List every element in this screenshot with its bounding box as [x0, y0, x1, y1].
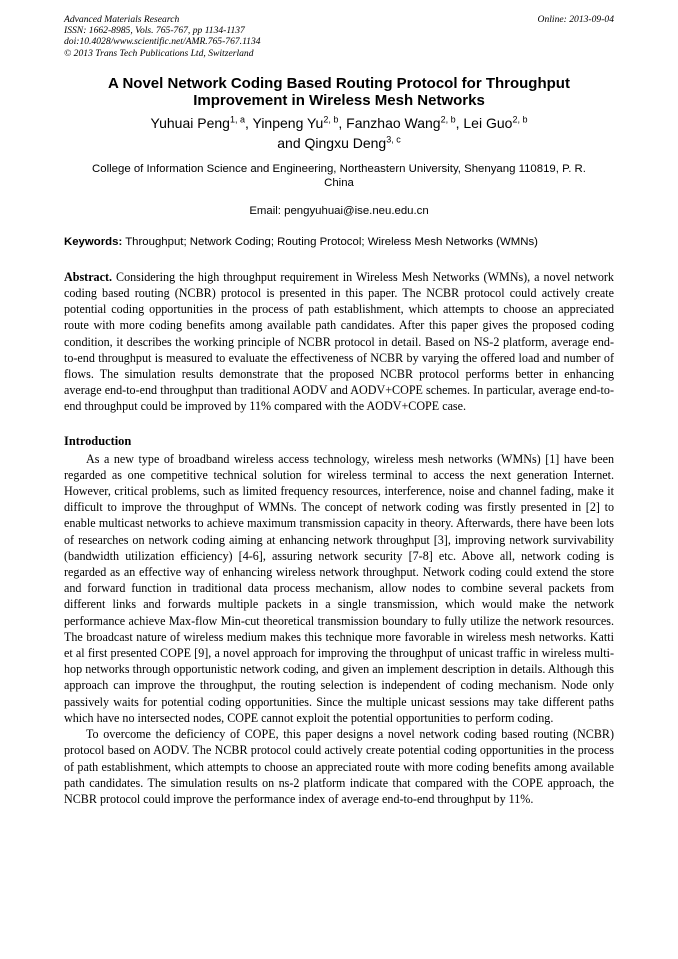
abstract: [64, 269, 614, 415]
introduction-paragraph-2: To overcome the deficiency of COPE, this paper designs a novel network coding based routing (NCBR) protocol based on AODV. The NCBR protocol could actively create potential coding opportunities in the process of path establishment, which attempts to choose an appreciated route with more coding benefits among available path candidates. The simulation results on ns-2 platform indicate that compared with the COPE approach, the NCBR protocol could improve the performance index of average end-to-end throughput by 11%.: [64, 727, 614, 806]
title-line-2: Improvement in Wireless Mesh Networks: [193, 92, 485, 110]
affiliation-line-1: College of Information Science and Engineering, Northeastern University, Shenyang 110819, P. R.: [92, 162, 586, 175]
author-affiliation-mark: 3, c: [386, 134, 401, 145]
author-name: Yuhuai Peng: [150, 114, 230, 131]
author-affiliation-mark: 2, b: [512, 114, 528, 125]
author-list: Yuhuai Peng$^{1, a}$, Yinpeng Yu$^{2, b}$, Fanzhao Wang$^{2, b}$, Lei Guo$^{2, b}$ and Qingxu Deng$^{3, c}$: [150, 114, 528, 152]
journal-name: Advanced Materials Research: [64, 14, 180, 25]
keywords-label: Keywords:: [64, 236, 123, 249]
abstract-label: Abstract.: [64, 269, 113, 284]
affiliation: [64, 162, 614, 191]
affiliation-line-2: China: [324, 177, 354, 190]
author-affiliation-mark: 2, b: [323, 114, 339, 125]
title-line-1: A Novel Network Coding Based Routing Protocol for Throughput: [108, 74, 570, 92]
doi-line: doi:10.4028/www.scientific.net/AMR.765-767.1134: [64, 36, 261, 48]
journal-header: [64, 14, 614, 59]
online-date: Online: 2013-09-04: [537, 14, 614, 25]
author-affiliation-mark: 2, b: [440, 114, 456, 125]
author-name: Yinpeng Yu: [252, 114, 324, 131]
author-name: Fanzhao Wang: [346, 114, 441, 131]
abstract-text: Considering the high throughput requirement in Wireless Mesh Networks (WMNs), a novel network coding based routing (NCBR) protocol is presented in this paper. The NCBR protocol could actively create potential coding opportunities in the process of path establishment, which attempts to choose an appreciated route with more coding benefits among available path candidates. After this paper gives the proposed coding condition, it describes the working principle of NCBR protocol in detail. Based on NS-2 platform, average end-to-end throughput is measured to evaluate the effectiveness of NCBR by varying the offered load and number of flows. The simulation results demonstrate that the proposed NCBR protocol performs better in enhancing average end-to-end throughput than traditional AODV and AODV+COPE schemes. In particular, average end-to-end throughput could be improved by 11% compared with the AODV+COPE case.: [64, 269, 614, 414]
keywords-text: Throughput; Network Coding; Routing Protocol; Wireless Mesh Networks (WMNs): [125, 236, 538, 249]
author-name: Lei Guo: [463, 114, 513, 131]
paper-title: [64, 75, 614, 110]
introduction-paragraph-1: As a new type of broadband wireless access technology, wireless mesh networks (WMNs) [1] have been regarded as one competitive technical solution for wireless terminal to access the next generation Internet. However, critical problems, such as limited frequency resources, interference, noise and channel fading, make it difficult to improve the throughput of WMNs. The concept of network coding was firstly presented in [2] to enable multicast networks to achieve maximum transmission capacity in theory. Afterwards, there have been lots of researches on network coding aiming at enhancing network throughput [3], improving network survivability (bandwidth utilization efficiency) [4-6], assuring network security [7-8] etc. Above all, network coding is regarded as an effective way of enhancing wireless network throughput. Network coding could extend the store and forward function in traditional data process mechanism, allow nodes to combine several packets from different links and forwards multiple packets in a single transmission, which would make the network performance achieve Max-flow Min-cut theoretical transmission boundary to fully utilize the network resources. The broadcast nature of wireless medium makes this technique more favorable in wireless mesh networks. Katti et al first presented COPE [9], a novel approach for improving the throughput of unicast traffic in wireless multi-hop networks through opportunistic network coding, and given an implement description in details. Although this approach can improve the throughput, the routing selection is independent of coding mechanism. Node only passively waits for potential coding opportunities. Since the multiple unicast sessions may take different paths which have no intersected nodes, COPE cannot exploit the potential opportunities to perform coding.: [64, 451, 614, 725]
author-affiliation-mark: 1, a: [229, 114, 245, 125]
author-email: Email: pengyuhuai@ise.neu.edu.cn: [249, 204, 429, 217]
copyright-line: © 2013 Trans Tech Publications Ltd, Switzerland: [64, 47, 254, 59]
section-heading-introduction: Introduction: [64, 433, 132, 448]
author-name: Qingxu Deng: [304, 135, 387, 152]
issn-line: ISSN: 1662-8985, Vols. 765-767, pp 1134-1137: [64, 25, 245, 37]
keywords: [64, 235, 614, 250]
